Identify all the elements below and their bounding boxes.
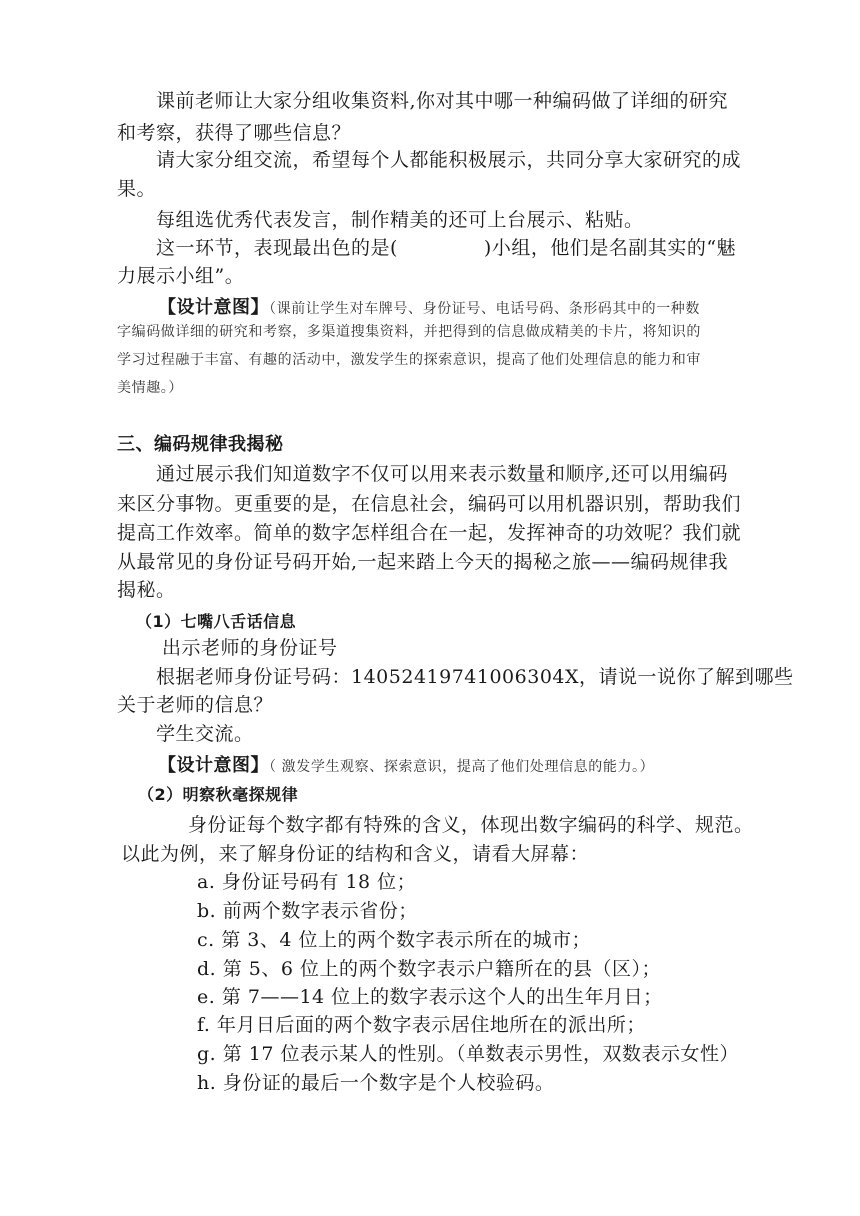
paragraph-line: 揭秘。 xyxy=(117,579,176,601)
paragraph-line: 出示老师的身份证号 xyxy=(162,637,338,659)
design-intent-note: 学习过程融于丰富、有趣的活动中，激发学生的探索意识，提高了他们处理信息的能力和审 xyxy=(117,352,701,368)
design-intent-note: （ 激发学生观察、探索意识，提高了他们处理信息的能力。） xyxy=(269,759,655,775)
design-intent-label: 【设计意图】 xyxy=(158,755,269,776)
paragraph-line xyxy=(156,236,736,260)
design-intent-note: （课前让学生对车牌号、身份证号、电话号码、条形码其中的一种数 xyxy=(269,301,700,317)
list-item: c. 第 3、4 位上的两个数字表示所在的城市； xyxy=(197,929,591,951)
paragraph-line: 课前老师让大家分组收集资料,你对其中哪一种编码做了详细的研究 xyxy=(156,90,729,112)
section-heading: 三、编码规律我揭秘 xyxy=(117,434,284,455)
list-item: b. 前两个数字表示省份； xyxy=(197,900,418,922)
design-intent-line xyxy=(158,753,654,779)
paragraph-line: 请大家分组交流，希望每个人都能积极展示，共同分享大家研究的成 xyxy=(156,149,742,171)
paragraph-line: 身份证每个数字都有特殊的含义，体现出数字编码的科学、规范。 xyxy=(188,814,754,836)
paragraph-line: 提高工作效率。简单的数字怎样组合在一起，发挥神奇的功效呢？我们就 xyxy=(117,522,742,544)
paragraph-line: 通过展示我们知道数字不仅可以用来表示数量和顺序,还可以用编码 xyxy=(156,463,729,485)
design-intent-label: 【设计意图】 xyxy=(158,297,269,318)
list-item: e. 第 7——14 位上的数字表示这个人的出生年月日； xyxy=(197,986,663,1008)
paragraph-line: 关于老师的信息？ xyxy=(117,694,274,716)
list-item: d. 第 5、6 位上的两个数字表示户籍所在的县（区）； xyxy=(197,958,661,980)
paragraph-line: 和考察，获得了哪些信息？ xyxy=(117,122,352,144)
paragraph-line: 力展示小组”。 xyxy=(117,265,245,287)
paragraph-text: 这一环节，表现最出色的是( xyxy=(156,237,398,259)
paragraph-line: 每组选优秀代表发言，制作精美的还可上台展示、粘贴。 xyxy=(156,209,644,231)
paragraph-line: 以此为例，来了解身份证的结构和含义，请看大屏幕： xyxy=(121,843,590,865)
subsection-title: （2）明察秋毫探规律 xyxy=(138,785,299,804)
paragraph-text: )小组，他们是名副其实的“魅 xyxy=(483,237,737,259)
list-item: h. 身份证的最后一个数字是个人校验码。 xyxy=(197,1072,555,1094)
list-item: f. 年月日后面的两个数字表示居住地所在的派出所； xyxy=(197,1014,646,1036)
design-intent-line xyxy=(158,295,700,321)
list-item: a. 身份证号码有 18 位； xyxy=(197,871,417,893)
design-intent-note: 字编码做详细的研究和考察，多渠道搜集资料，并把得到的信息做成精美的卡片，将知识的 xyxy=(117,324,701,340)
design-intent-note: 美情趣。） xyxy=(117,380,183,396)
paragraph-line: 根据老师身份证号码：14052419741006304X，请说一说你了解到哪些 xyxy=(156,666,794,688)
paragraph-line: 学生交流。 xyxy=(156,723,254,745)
list-item: g. 第 17 位表示某人的性别。（单数表示男性，双数表示女性） xyxy=(197,1043,739,1065)
subsection-title: （1）七嘴八舌话信息 xyxy=(136,612,297,631)
paragraph-line: 来区分事物。更重要的是，在信息社会，编码可以用机器识别，帮助我们 xyxy=(117,493,742,515)
paragraph-line: 从最常见的身份证号码开始,一起来踏上今天的揭秘之旅——编码规律我 xyxy=(117,551,729,573)
paragraph-line: 果。 xyxy=(117,178,157,200)
